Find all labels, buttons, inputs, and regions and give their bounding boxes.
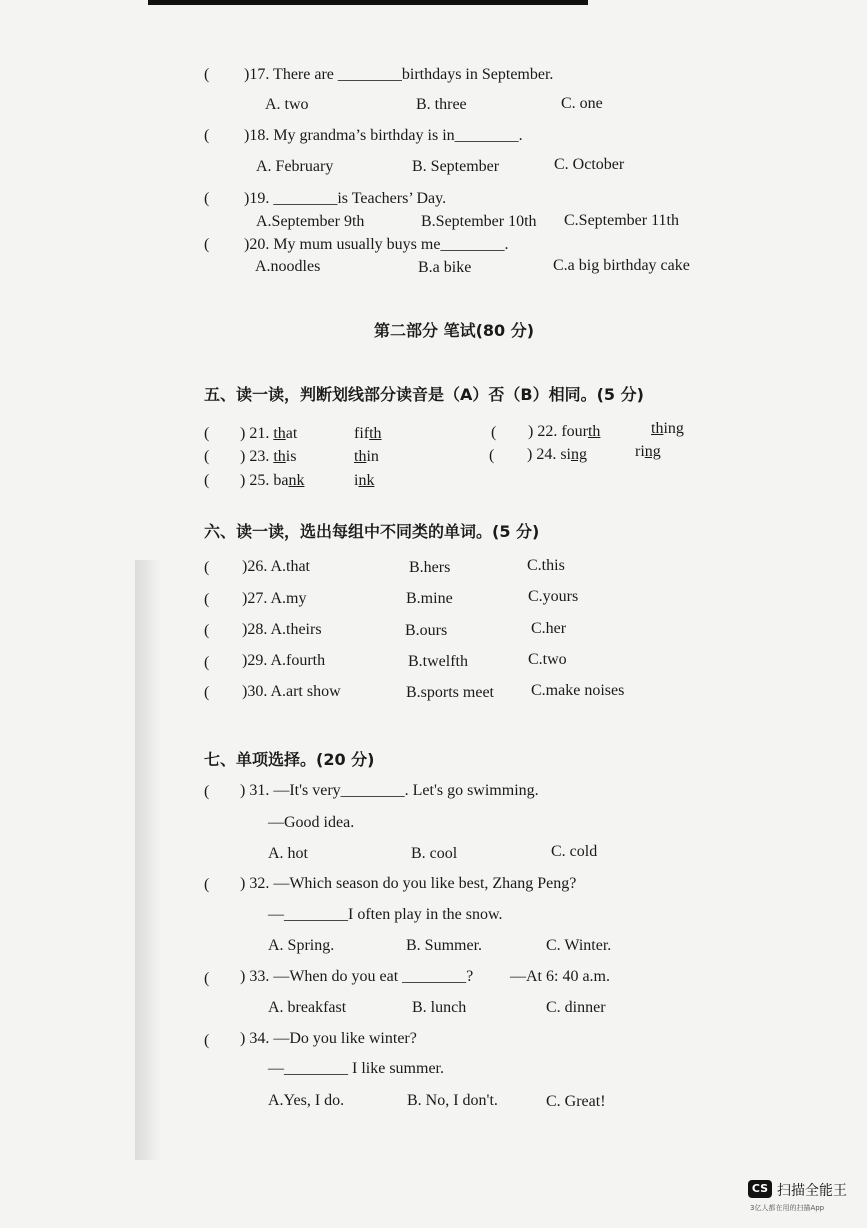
option-c: C.her [531,620,567,637]
section-six-title: 六、读一读，选出每组中不同类的单词。(5 分) [204,522,540,541]
answer-paren[interactable]: ( [204,1032,210,1049]
question-stem: )19. ________is Teachers’ Day. [244,190,447,207]
scanner-tagline: 3亿人都在用的扫描App [750,1204,825,1212]
answer-paren[interactable]: ( [204,684,210,701]
compare-word: ink [354,472,375,489]
option-b: B. lunch [412,999,467,1016]
part-two-title: 第二部分 笔试(80 分) [374,321,535,340]
option-c: C.September 11th [564,212,679,229]
option-b: B.mine [406,590,453,607]
option-c: C. October [554,156,625,173]
scanner-logo-icon: CS [748,1180,772,1198]
question-number: ) 23. this [240,448,297,465]
compare-word: fifth [354,425,382,442]
option-b: B.a bike [418,259,472,276]
option-a: A. breakfast [268,999,347,1016]
option-a: A. February [256,158,334,175]
option-b: B.September 10th [421,213,537,230]
question-stem: )18. My grandma’s birthday is in________. [244,127,523,144]
question-stem: ) 33. —When do you eat ________? [240,968,474,985]
compare-word: ring [635,443,661,460]
answer-paren[interactable]: ( [491,424,497,441]
answer-paren[interactable]: ( [204,472,210,489]
question-number: ) 22. fourth [528,423,601,440]
option-a: A. Spring. [268,937,335,954]
answer-paren[interactable]: ( [204,66,210,83]
option-a: A. hot [268,845,308,862]
option-b: B. No, I don't. [407,1092,498,1109]
option-a: )29. A.fourth [242,652,326,669]
option-c: C. Winter. [546,937,612,954]
question-stem: ) 34. —Do you like winter? [240,1030,417,1047]
option-b: B.ours [405,622,448,639]
option-c: C. one [561,95,603,112]
option-c: C. dinner [546,999,606,1016]
option-a: )30. A.art show [242,683,341,700]
question-number: ) 25. bank [240,472,305,489]
answer-paren[interactable]: ( [204,448,210,465]
option-a: )28. A.theirs [242,621,322,638]
option-c: C. cold [551,843,598,860]
option-b: B. Summer. [406,937,483,954]
answer-paren[interactable]: ( [204,783,210,800]
option-b: B. three [416,96,467,113]
question-stem: ) 31. —It's very________. Let's go swimming. [240,782,539,799]
answer-paren[interactable]: ( [204,876,210,893]
option-b: B.hers [409,559,451,576]
option-a: A.Yes, I do. [268,1092,345,1109]
answer-paren[interactable]: ( [204,127,210,144]
scanner-brand-name: 扫描全能王 [777,1183,847,1199]
option-c: C.this [527,557,565,574]
compare-word: thing [651,420,684,437]
option-a: A.September 9th [256,213,365,230]
option-c: C.a big birthday cake [553,257,690,274]
option-a: A.noodles [255,258,321,275]
option-c: C.two [528,651,567,668]
scan-top-edge [148,0,588,5]
option-c: C.yours [528,588,579,605]
dialogue-line: —Good idea. [268,814,355,831]
option-a: )26. A.that [242,558,310,575]
option-b: B. cool [411,845,458,862]
option-c: C. Great! [546,1093,606,1110]
option-a: A. two [265,96,309,113]
dialogue-line: —________ I like summer. [268,1060,444,1077]
compare-word: thin [354,448,379,465]
scan-shadow [135,560,161,1160]
option-b: B.sports meet [406,684,494,701]
answer-paren[interactable]: ( [204,591,210,608]
answer-paren[interactable]: ( [204,622,210,639]
question-stem: )17. There are ________birthdays in September. [244,66,554,83]
question-stem: ) 32. —Which season do you like best, Zhang Peng? [240,875,577,892]
answer-paren[interactable]: ( [489,447,495,464]
option-b: B. September [412,158,500,175]
question-number: ) 24. sing [527,446,587,463]
option-c: C.make noises [531,682,625,699]
option-a: )27. A.my [242,590,307,607]
option-b: B.twelfth [408,653,468,670]
answer-paren[interactable]: ( [204,190,210,207]
answer-paren[interactable]: ( [204,970,210,987]
section-seven-title: 七、单项选择。(20 分) [204,750,375,769]
answer-paren[interactable]: ( [204,236,210,253]
answer-paren[interactable]: ( [204,559,210,576]
question-number: ) 21. that [240,425,298,442]
section-five-title: 五、读一读，判断划线部分读音是（A）否（B）相同。(5 分) [204,385,644,404]
dialogue-line: —________I often play in the snow. [268,906,503,923]
dialogue-answer: —At 6: 40 a.m. [510,968,610,985]
answer-paren[interactable]: ( [204,425,210,442]
question-stem: )20. My mum usually buys me________. [244,236,509,253]
answer-paren[interactable]: ( [204,654,210,671]
